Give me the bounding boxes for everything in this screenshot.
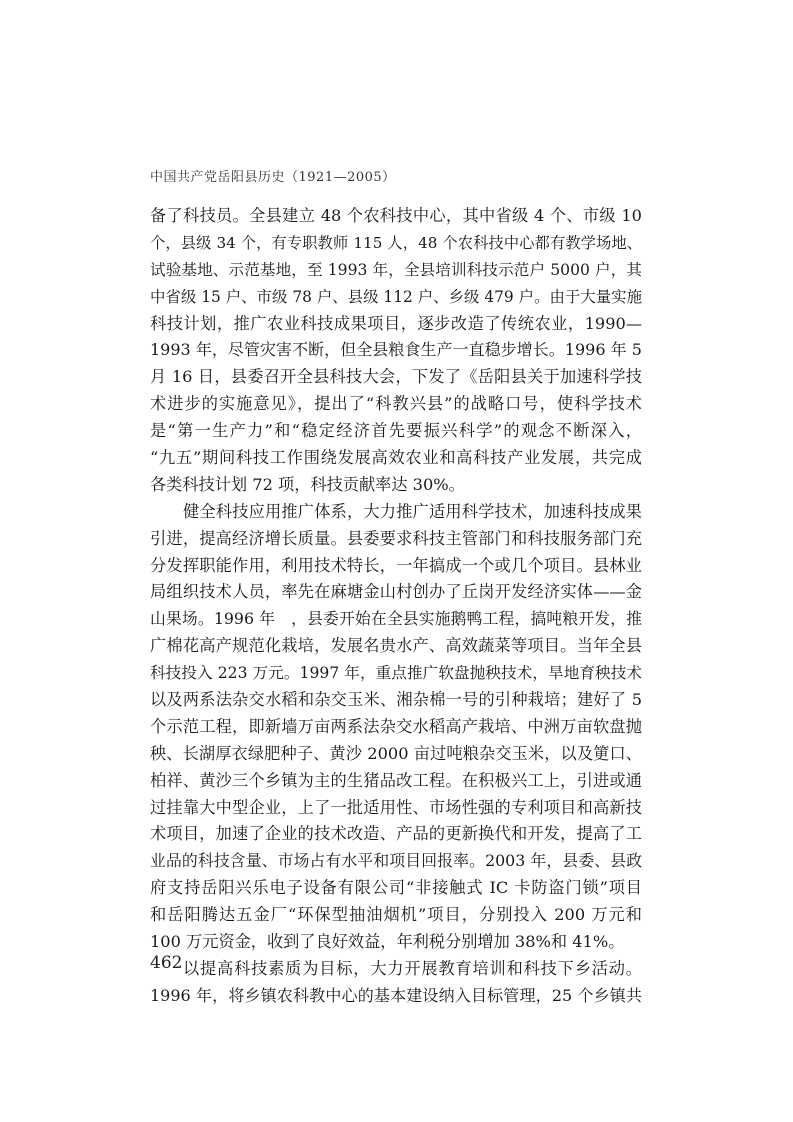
text-line: 各类科技计划 72 项，科技贡献率达 30%。 (150, 474, 465, 494)
text-line: 以提高科技素质为目标，大力开展教育培训和科技下乡活动。 (183, 958, 642, 978)
text-line: 个，县级 34 个，有专职教师 115 人，48 个农科技中心都有教学场地、 (150, 233, 642, 252)
text-line: 引进，提高经济增长质量。县委要求科技主管部门和科技服务部门充 (150, 528, 642, 548)
text-line: 业品的科技含量、市场占有水平和项目回报率。2003 年，县委、县政 (150, 851, 642, 871)
text-line: 试验基地、示范基地，至 1993 年，全县培训科技示范户 5000 户，其 (150, 260, 642, 279)
text-line: 局组织技术人员，率先在麻塘金山村创办了丘岗开发经济实体——金 (150, 582, 642, 602)
text-line: 中省级 15 户、市级 78 户、县级 112 户、乡级 479 户。由于大量实施 (150, 287, 642, 306)
text-line: 健全科技应用推广体系，大力推广适用科学技术，加速科技成果 (183, 501, 642, 521)
text-line: 月 16 日，县委召开全县科技大会，下发了《岳阳县关于加速科学技 (150, 367, 642, 387)
body-text (150, 203, 642, 1010)
text-line: 术项目，加速了企业的技术改造、产品的更新换代和开发，提高了工 (150, 824, 642, 844)
page-number: 462 (150, 953, 183, 973)
text-line: “九五”期间科技工作围绕发展高效农业和高科技产业发展，共完成 (150, 448, 642, 468)
text-line: 府支持岳阳兴乐电子设备有限公司“非接触式 IC 卡防盗门锁”项目 (150, 878, 642, 898)
text-line: 分发挥职能作用，利用技术特长，一年搞成一个或几个项目。县林业 (150, 555, 642, 575)
text-line: 和岳阳腾达五金厂“环保型抽油烟机”项目，分别投入 200 万元和 (150, 905, 642, 925)
text-line: 科技投入 223 万元。1997 年，重点推广软盘抛秧技术，旱地育秧技术 (150, 664, 642, 683)
text-line: 科技计划，推广农业科技成果项目，逐步改造了传统农业，1990— (150, 313, 642, 333)
text-line: 1996 年，将乡镇农科教中心的基本建设纳入目标管理，25 个乡镇共 (150, 985, 642, 1005)
text-line: 秧、长湖厚衣绿肥种子、黄沙 2000 亩过吨粮杂交玉米，以及筻口、 (150, 743, 642, 763)
text-line: 1993 年，尽管灾害不断，但全县粮食生产一直稳步增长。1996 年 5 (150, 340, 642, 360)
text-line: 山果场。1996 年 ，县委开始在全县实施鹅鸭工程，搞吨粮开发，推 (150, 609, 642, 629)
paragraph (150, 956, 642, 1010)
text-line: 柏祥、黄沙三个乡镇为主的生猪品改工程。在积极兴工上，引进或通 (150, 770, 642, 790)
text-line: 是“第一生产力”和“稳定经济首先要振兴科学”的观念不断深入， (150, 421, 642, 441)
running-header: 中国共产党岳阳县历史（1921—2005） (150, 170, 396, 185)
text-line: 备了科技员。全县建立 48 个农科技中心，其中省级 4 个、市级 10 (150, 206, 642, 225)
text-line: 个示范工程，即新墙万亩两系法杂交水稻高产栽培、中洲万亩软盘抛 (150, 716, 642, 736)
text-line: 以及两系法杂交水稻和杂交玉米、湘杂棉一号的引种栽培；建好了 5 (150, 690, 642, 710)
paragraph (150, 499, 642, 956)
text-line: 过挂靠大中型企业，上了一批适用性、市场性强的专利项目和高新技 (150, 797, 642, 817)
text-line: 术进步的实施意见》，提出了“科教兴县”的战略口号，使科学技术 (150, 394, 642, 414)
text-line: 广棉花高产规范化栽培，发展名贵水产、高效蔬菜等项目。当年全县 (150, 636, 642, 656)
text-line: 100 万元资金，收到了良好效益，年利税分别增加 38%和 41%。 (150, 932, 625, 952)
paragraph (150, 203, 642, 499)
